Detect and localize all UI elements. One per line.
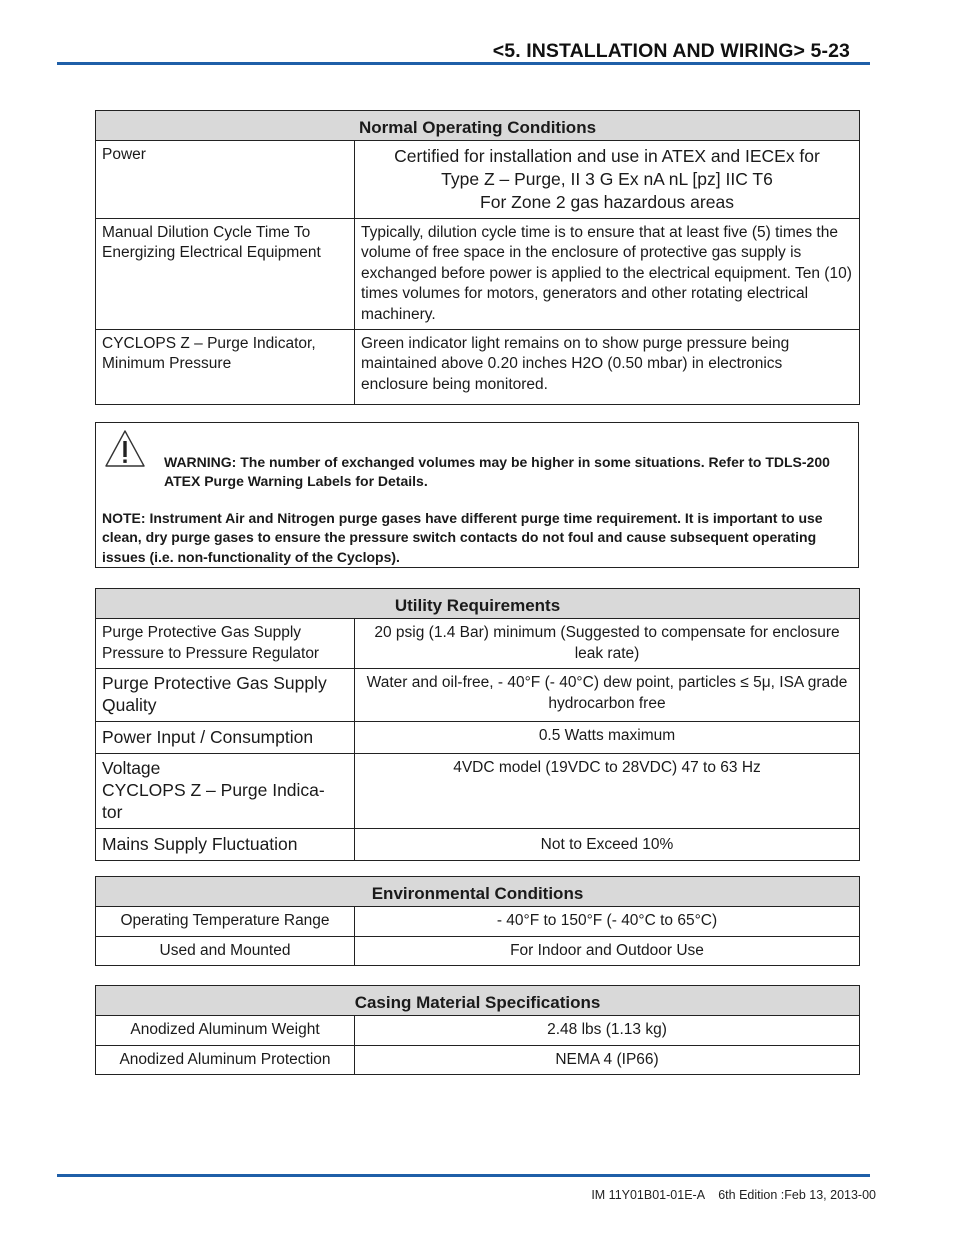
- row-value: [355, 141, 860, 218]
- row-label: [96, 754, 355, 829]
- warning-triangle-icon: [103, 428, 147, 470]
- row-value: Green indicator light remains on to show purge pressure being maintained above 0.20 inches H2O (0.50 mbar) in electronics enclosure being monitored.: [355, 329, 860, 404]
- page-footer: [57, 1174, 876, 1202]
- row-value: 4VDC model (19VDC to 28VDC) 47 to 63 Hz: [355, 754, 860, 829]
- row-value: NEMA 4 (IP66): [355, 1045, 860, 1074]
- warning-text: WARNING: The number of exchanged volumes may be higher in some situations. Refer to TDLS-200 ATEX Purge Warning Labels for Details.: [164, 454, 830, 490]
- row-label: Operating Temperature Range: [96, 907, 355, 936]
- environmental-conditions-table: [95, 876, 860, 966]
- row-label: Used and Mounted: [96, 936, 355, 965]
- row-label: CYCLOPS Z – Purge Indicator, Minimum Pressure: [96, 329, 355, 404]
- note-text: NOTE: Instrument Air and Nitrogen purge gases have different purge time requirement. It is important to use clean, dry purge gases to ensure the pressure switch contacts do not foul and cause subsequent operating issues (i.e. non-functionality of the Cyclops).: [102, 510, 823, 565]
- row-value: Typically, dilution cycle time is to ensure that at least five (5) times the volume of free space in the enclosure of protective gas supply is exchanged before power is applied to the electrical equipment. Ten (10) times volumes for motors, generators and other rotating electrical machinery.: [355, 218, 860, 329]
- table-row: [96, 669, 860, 722]
- page-header: [57, 40, 870, 65]
- row-label: Purge Protective Gas Supply Quality: [96, 669, 355, 722]
- casing-material-table: [95, 985, 860, 1075]
- footer-doc-id: IM 11Y01B01-01E-A 6th Edition :Feb 13, 2013-00: [591, 1188, 876, 1202]
- table-row: [96, 907, 860, 936]
- label-line: Voltage: [102, 758, 161, 779]
- row-value: Water and oil-free, - 40°F (- 40°C) dew point, particles ≤ 5μ, ISA grade hydrocarbon free: [355, 669, 860, 722]
- utility-requirements-table: [95, 588, 860, 861]
- value-line: For Zone 2 gas hazardous areas: [480, 191, 734, 212]
- table-row: [96, 218, 860, 329]
- table-row: [96, 141, 860, 218]
- warning-box: [95, 422, 859, 568]
- normal-operating-conditions-table: [95, 110, 860, 405]
- row-value: 2.48 lbs (1.13 kg): [355, 1016, 860, 1045]
- row-label: Purge Protective Gas Supply Pressure to Pressure Regulator: [96, 619, 355, 669]
- row-label: Power: [96, 141, 355, 218]
- table-row: [96, 936, 860, 965]
- page-title: <5. INSTALLATION AND WIRING> 5-23: [492, 40, 850, 62]
- table-title: Normal Operating Conditions: [96, 111, 860, 141]
- table-title: Utility Requirements: [96, 589, 860, 619]
- table-row: [96, 829, 860, 861]
- row-value: For Indoor and Outdoor Use: [355, 936, 860, 965]
- row-label: Power Input / Consumption: [96, 722, 355, 754]
- value-line: Type Z – Purge, II 3 G Ex nA nL [pz] IIC T6: [441, 169, 773, 190]
- row-value: 0.5 Watts maximum: [355, 722, 860, 754]
- table-row: [96, 722, 860, 754]
- row-label: Anodized Aluminum Protection: [96, 1045, 355, 1074]
- value-line: Certified for installation and use in ATEX and IECEx for: [394, 146, 820, 167]
- row-label: Manual Dilution Cycle Time To Energizing Electrical Equipment: [96, 218, 355, 329]
- row-label: Mains Supply Fluctuation: [96, 829, 355, 861]
- row-value: - 40°F to 150°F (- 40°C to 65°C): [355, 907, 860, 936]
- table-title: Environmental Conditions: [96, 877, 860, 907]
- row-value: Not to Exceed 10%: [355, 829, 860, 861]
- row-value: 20 psig (1.4 Bar) minimum (Suggested to compensate for enclosure leak rate): [355, 619, 860, 669]
- table-row: [96, 619, 860, 669]
- table-row: [96, 329, 860, 404]
- label-line: CYCLOPS Z – Purge Indica-tor: [102, 780, 325, 823]
- table-title: Casing Material Specifications: [96, 986, 860, 1016]
- table-row: [96, 1045, 860, 1074]
- table-row: [96, 754, 860, 829]
- row-label: Anodized Aluminum Weight: [96, 1016, 355, 1045]
- table-row: [96, 1016, 860, 1045]
